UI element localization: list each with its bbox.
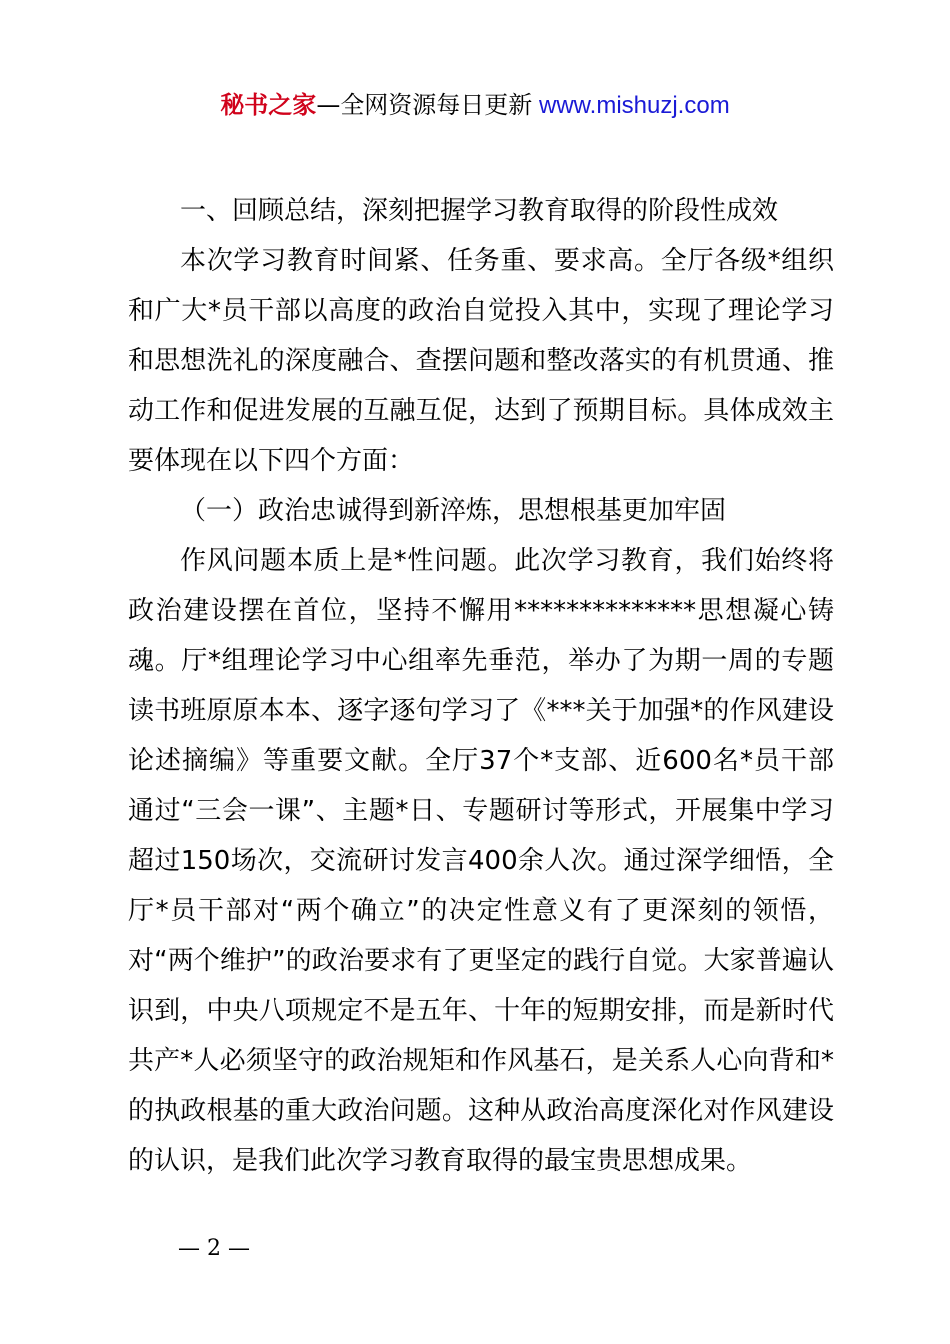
brand-name: 秘书之家: [220, 91, 317, 119]
section-heading: 一、回顾总结，深刻把握学习教育取得的阶段性成效: [180, 196, 779, 226]
document-body: [128, 186, 834, 1186]
body-paragraph: 作风问题本质上是*性问题。此次学习教育，我们始终将政治建设摆在首位，坚持不懈用**************思想凝心铸魂。厅*组理论学习中心组率先垂范，举办了为期一周的专题读书班原原本本、逐字逐句学习了《***关于加强*的作风建设论述摘编》等重要文献。全厅37个*支部、近600名*员干部通过“三会一课”、主题*日、专题研讨等形式，开展集中学习超过150场次，交流研讨发言400余人次。通过深学细悟，全厅*员干部对“两个确立”的决定性意义有了更深刻的领悟，对“两个维护”的政治要求有了更坚定的践行自觉。大家普遍认识到，中央八项规定不是五年、十年的短期安排，而是新时代共产*人必须坚守的政治规矩和作风基石，是关系人心向背和*的执政根基的重大政治问题。这种从政治高度深化对作风建设的认识，是我们此次学习教育取得的最宝贵思想成果。: [128, 546, 834, 1176]
intro-paragraph: 本次学习教育时间紧、任务重、要求高。全厅各级*组织和广大*员干部以高度的政治自觉投入其中，实现了理论学习和思想洗礼的深度融合、查摆问题和整改落实的有机贯通、推动工作和促进发展的互融互促，达到了预期目标。具体成效主要体现在以下四个方面：: [128, 246, 834, 476]
page-number: — 2 —: [178, 1236, 250, 1261]
header-slogan: —全网资源每日更新: [316, 91, 533, 119]
subsection-heading: （一）政治忠诚得到新淬炼，思想根基更加牢固: [180, 496, 727, 526]
site-url[interactable]: www.mishuzj.com: [532, 92, 730, 119]
site-header: [0, 88, 950, 123]
